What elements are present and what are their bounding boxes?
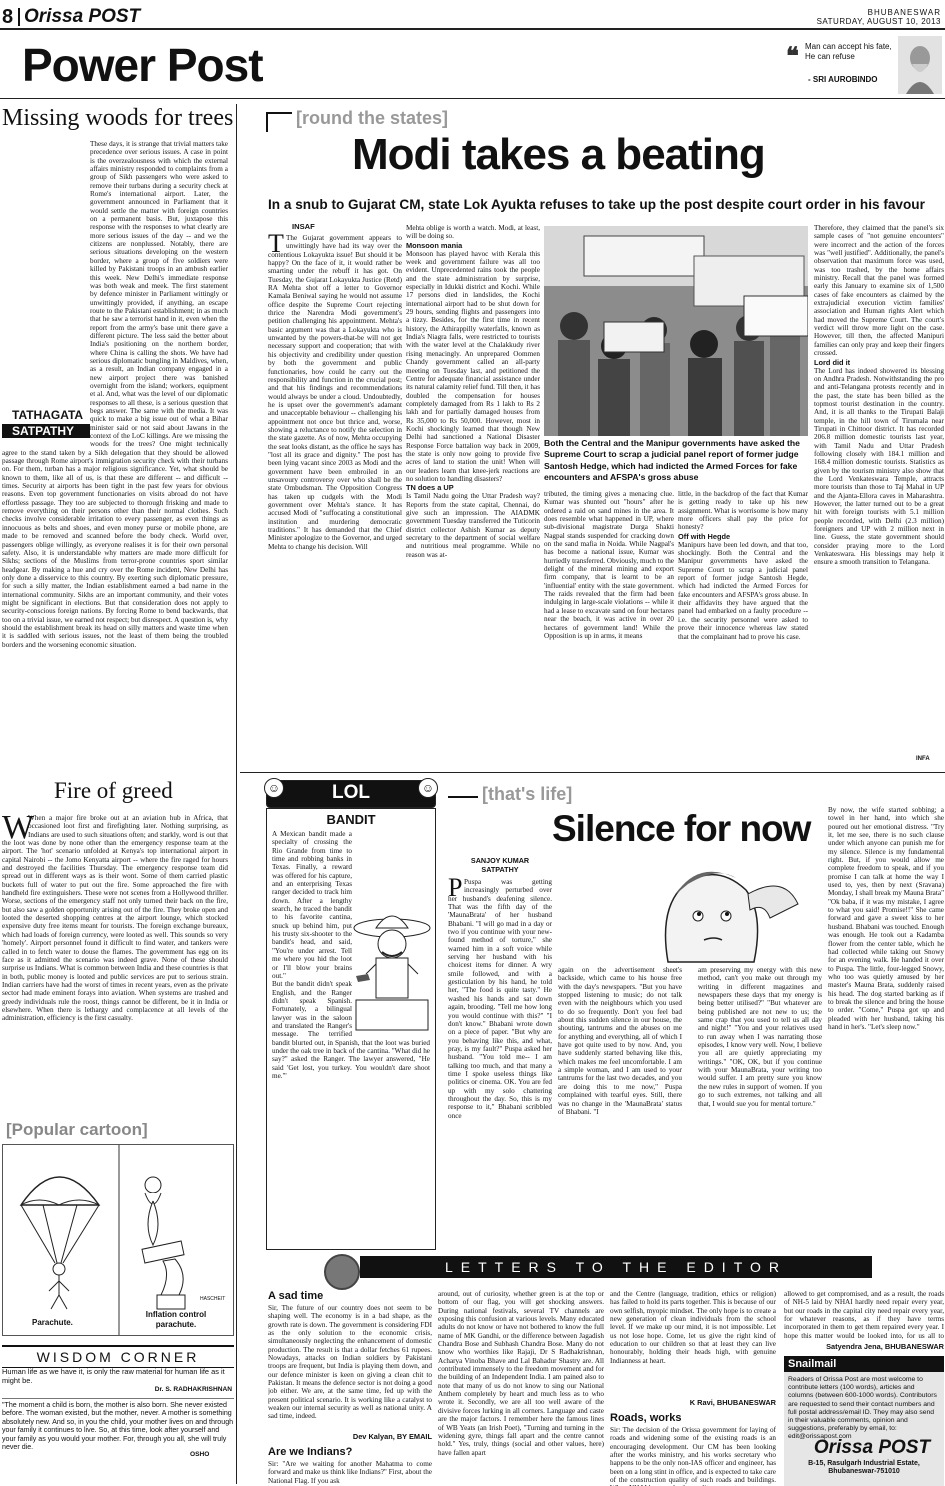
states-col5b-text: The Lord has indeed showered its blessing on Andhra Pradesh. Notwithstanding the pro and anti-Telangana protests recently and in the past, the state has been billed as the topmost tourist destination in the country. And, it is all thanks to the Tirupati Balaji temple, in the hill town of Tirumala near Tirupati in Chittoor district. It has recorded 206.8 million domestic tourists last year, with Tamil Nadu and Uttar Pradesh following closely with 184.1 million and 168.4 million domestic tourists. Statistics as given by the tourism ministry also show that the Lord Venkateswara Temple, attracts more tourists than those to Taj Mahal in UP and the Ajanta-Ellora caves in Maharashtra. However, the latter turned out to be a great hit with foreign tourists with 5.1 million people recorded, with Delhi (2.3 million) foreigners and UP with 2 million next in line. Guess, the state government should consider praying more to the Lord Venkateswara. His blessings may help it ensure a smooth transition to Telangana. bbox=[814, 366, 944, 567]
letter2-cont bbox=[438, 1290, 604, 1486]
states-col1 bbox=[268, 234, 402, 766]
photo-caption: Both the Central and the Manipur governments have asked the Supreme Court to scrap a judicial panel report of former judge Santosh Hedge, which had indicted the Armed Forces for fake encounters and AFSPA's gross abuse bbox=[544, 438, 800, 483]
thinking-man-illustration bbox=[558, 854, 822, 964]
cartoon-header-label: Popular cartoon bbox=[11, 1120, 143, 1139]
masthead-quote: Man can accept his fate, He can refuse bbox=[805, 42, 892, 61]
cartoon-panel bbox=[2, 1144, 234, 1336]
laughing-face-icon: ☺ bbox=[418, 778, 438, 798]
kicker-line bbox=[266, 112, 292, 114]
editorial1-title: Missing woods for trees bbox=[2, 105, 234, 131]
letter2-body bbox=[268, 1460, 432, 1486]
letter2-text: Sir: "Are we waiting for another Mahatma to come forward and make us think like Indians?" First, about the National Flag. If you ask bbox=[268, 1460, 432, 1485]
letter2-cont-text: around, out of curiosity, whether green is at the top or bottom of our flag, you will get shocking answers. During national festivals, several TV channels are exposing this confusion at various levels. Many educated adults do not know or have not bothered to know the full name of MK Gandhi, or the difference between Jagadish Chandra Bose and Subhash Chandra Bose. Many do not know who worthies like Rajaji, Dr S Radhakrishnan, Acharya Vinoba Bhave and Lal Bahadur Shastry are. All contributed immensely to the freedom movement and for the building of an Independent India. I am pained also to note that many of us do not know to sing our National Anthem completely by heart and much less as to who wrote it. Secondly, we are all too well aware of the divisive forces lurking in all corners. Language and caste are the major factors. I remember here the famous lines of WB Yeats (an Irish Poet), "Turning and turning in the widening gyre, things fall apart and the centre cannot hold." Yes, truly, things (social and other values, here) have fallen apart bbox=[438, 1290, 604, 1457]
states-sub-tn: TN does a UP bbox=[406, 483, 454, 493]
states-col1-text: The Gujarat government appears to unwittingly have had its way over the contentious Lokayukta issue! But should it be happy? On the face of it, it would rather be smarting under the rebuff it has got. On Tuesday, the Gujarat Lokayukta Justice (Retd) RA Mehta shot off a letter to Governor Kamala Beniwal saying he would not assume office despite the Supreme Court rejecting thrice the Narendra Modi government's petition challenging his appointment. Mehta's basic argument was that a Lokayukta who is unwanted by the powers-that-be will not get necessary support and cooperation; that with his objectivity and credibility under question by both the government and public functionaries, how could he carry out the responsibility and function in the crucial post; and that his findings and recommendations would always be under a cloud. Undoubtedly, he is upset over the government's adamant and unacceptable behaviour -- challenging his appointment not once but thrice and, worse, showing a reluctance to notify the selection in the state gazette. As of now, Mehta occupying the seat looks distant, as the office he says has "lost all its grace and dignity." The post has been lying vacant since 2003 as Modi and the government have been embroiled in an unsavoury controversy over who shall be the state Ombudsman. The Opposition Congress has taken up cudgels with the Modi government over Mehta's stance. It has accused Modi of "suffocating a constitutional institution and murdering democratic traditions." It has demanded that the Chief Minister apologize to the Governor, and urged Mehta to change his decision. Will bbox=[268, 234, 402, 551]
life-col1-text: Puspa was getting increasingly perturbed over her husband's deafening silence. That was the fifth day of the 'MaunaBrata' of her husband Bhabani. "I will go mad in a day or two if you continue with your new-found method of torture," she warned him in a soft voice while serving her husband with his choicest items for dinner. A wry smile followed, and with a gesticulation by his hand, he told her, "The food is quite tasty." He washed his hands and sat down again, brooding. "Tell me how long you would continue with this?" "I don't know." Bhabani wrote down on a piece of paper. "But why are you behaving like this, and what, pray, is my fault?" Puspa asked her husband. "You told me-- I am talking too much, and that many a time I spoke useless things like politics or cinema. OK. You are fed up with my solo chattering throughout the day. So, this is my response to it," Bhabani scribbled once bbox=[448, 878, 552, 1120]
states-col5 bbox=[814, 224, 944, 754]
byline-last: SATPATHY bbox=[2, 424, 90, 438]
life-col4 bbox=[828, 806, 944, 1250]
states-col4b-text: Manipurs have been led down, and that too, shockingly. Both the Central and the Manipur governments have asked the Supreme Court to scrap a judicial panel report of former judge Santosh Hegde, which had indicted the Armed Forces for fake encounters and AFSPA's gross abuse. In their affidavits they have argued that the panel had embarked on a faulty procedure -- i.e. the security personnel were asked to prove their innocence whereas law stated that the complainant had to prove his case. bbox=[678, 540, 808, 641]
editorial2-text: When a major fire broke out at an aviation hub in Africa, that occasioned loot first and firefighting later. Nothing surprising, as Indians are used to such situations often; and starkly, word is out that the loot was done by none other than the emergency response team at the airport. The 'hot' scenario unfolded at Kenya's top international airport in capital Nairobi -- the Jomo Kenyatta airport -- where the fire raged for hours and destroyed the facilities Thursday. The emergency response team did spread out in different ways as is their wont. Some of them carried plastic buckets full of water to put out the fire. Some approached the fire with handheld fire extinguishers. These were not scenes from a Hollywood thriller. Worse, sections of the emergency staff not only turned their back on the fire, but also saw a golden opportunity arising out of the fire. They broke open and looted the deserted shopping centres at the airport lounge, which stocked expensive duty free items meant for tourists. The foreign exchange bureaux, which had loads of foreign currency, were looted as well. This sounds so very 'homely'. Airport personnel found it difficult to find water, and tankers were called in to fetch water to douse the flames. The government has egg on its face as it admitted the scenario was indeed grave. None of these should surprise us Indians. What is common between India and these countries is that in both, public money is looted and public services are put to serious strain. Indian carriers have had the worst of times in recent years, even as the private sector had made eminent forays into aviation. When systems are trashed and greedy individuals rule the roost, things cannot be different, be it in India or elsewhere. When there is lethargy and complacence at all levels of the administration, efficiency is the first casualty. bbox=[2, 814, 228, 1023]
life-col4-text: By now, the wife started sobbing; a towel in her hand, into which she poured out her emotional distress. "Try it, let me see, there is no such clause under which anyone can punish me for my silence. Silence is my fundamental right. But, if you would allow me complete freedom to speak, and if you promise I can talk at home the way I used to, yes, then by next (Sravana) Monday, I shall break my Mauna Brata" "Ok baba, if it was my mistake, I agree to what you said! Promise!!" She came forward and gave a sweet kiss to her husband. Bhabani was touched. Enough was enough. He took out a Kadamba flower from the center table, which he had collected while taking out Snowy for an evening walk. He handed it over to Puspa. The little, four-legged Snowy, who too was quietly amused by her master's Mauna Brata, suddenly raised his head. The dog started barking as if to break the silence and bring the house to order. "Come," Puspa got up and pleaded with her husband, taking his hand in her's. "Let's sleep now." bbox=[828, 806, 944, 1031]
date: SATURDAY, AUGUST 10, 2013 bbox=[816, 17, 941, 26]
life-kicker: [that's life] bbox=[482, 784, 573, 804]
states-col4a-text: little, in the backdrop of the fact that Kumar is getting ready to take up his new assignment. What is worrisome is how many more officers shall pay the price for honesty? bbox=[678, 490, 808, 532]
letter3-title: Roads, works bbox=[610, 1412, 682, 1424]
lol-text-1: A Mexican bandit made a specialty of crossing the Rio Grande from time to time and robbing banks in Texas. Finally, a reward was offered for his capture, and an enterprising Texas ranger decided to track him down. After a lengthy search, he traced the bandit to his favorite cantina, snuck up behind him, put his trusty six-shooter to the bandit's head, and said, "You're under arrest. Tell me where you hid the loot or I'll blow your brains out." bbox=[272, 830, 352, 980]
masthead-bottom-rule bbox=[0, 98, 945, 99]
letter2-sign: K Ravi, BHUBANESWAR bbox=[689, 1398, 776, 1407]
protest-photo bbox=[544, 226, 808, 436]
cartoon-signature: HASCHEIT bbox=[200, 1296, 226, 1302]
kicker-bracket-left bbox=[266, 112, 268, 132]
life-col3-text: am preserving my energy with this new method, can't you make out through my writing in different magazines and newspapers these days that my energy is being better utilised?" "But whatever are being published are not new to us; the same crap that you used to tell us all day and night!" "You and your relatives used to run away when I was narrating those episodes, I know very well. Now, I believe you all are quietly appreciating my writings." "OK, OK, but if you continue with your MaunaBrata, your writing too would suffer. I am pretty sure you know the new rules in support of women. If you go to such extremes, not talking and all that, I would sue you for mental torture." bbox=[698, 966, 822, 1108]
editorial2-title: Fire of greed bbox=[54, 778, 173, 803]
section-title: Orissa POST bbox=[24, 6, 141, 27]
states-deck: In a snub to Gujarat CM, state Lok Ayukta refuses to take up the post despite court order in his favour bbox=[268, 197, 925, 212]
lol-body bbox=[272, 830, 430, 1246]
editorial1-body bbox=[2, 140, 228, 765]
snailmail-text: Readers of Orissa Post are most welcome to contribute letters (100 words), articles and columns (between 600-1000 words). Contributors are requested to send their contact numbers and full postal address/email ID. They may also send in their valuable comments, opinion and suggestions, preferably by email, to: edit@orissapost.com bbox=[788, 1376, 937, 1441]
states-col2c-text: Is Tamil Nadu going the Uttar Pradesh way? Reports from the state capital, Chennai, do give such an impression. The AIADMK government Tuesday transferred the Tuticorin district collector Ashish Kumar as deputy secretary to the department of social welfare and nutritious meal programme. While no reason was at- bbox=[406, 492, 540, 559]
left-column-rule bbox=[236, 104, 237, 1484]
wisdom-divider bbox=[2, 1398, 234, 1399]
bandit-illustration bbox=[352, 904, 432, 1034]
lol-header: LOL bbox=[332, 782, 370, 803]
wisdom-author-1: Dr. S. RADHAKRISHNAN bbox=[154, 1386, 232, 1393]
wisdom-quote-1: Human life as we have it, is only the raw material for human life as it might be. bbox=[2, 1367, 225, 1385]
lol-text-2: But the bandit didn't speak English, and the Ranger didn't speak Spanish. Fortunately, a bilingual lawyer was in the saloon and translated the Ranger's message. The terrified bandit blurted out, in Spanish, that the loot was buried under the oak tree in back of the cantina. "What did he say?" asked the Ranger. The lawyer answered, "He said 'Get lost, you turkey. You wouldn't dare shoot me.'" bbox=[272, 980, 430, 1080]
snailmail-header: Snailmail bbox=[784, 1356, 944, 1372]
wisdom-header: WISDOM CORNER bbox=[2, 1345, 234, 1368]
life-drop-cap: P bbox=[448, 878, 463, 902]
mid-rule bbox=[240, 772, 945, 773]
states-col4 bbox=[678, 490, 808, 766]
snailmail-address-1: B-15, Rasulgarh Industrial Estate, bbox=[808, 1460, 920, 1467]
lol-title: BANDIT bbox=[326, 812, 376, 827]
masthead-divider bbox=[18, 8, 20, 26]
states-kicker: [round the states] bbox=[296, 108, 449, 128]
states-col2b-text: Monsoon has played havoc with Kerala this week and government failure was all too evident. Unprecedented rains took the people and the state administration by surprise, especially in Idukki district and Kochi. While 17 persons died in landslides, the Kochi international airport had to be shut down for 29 hours, sending flights and passengers into a tizzy. Besides, for the first time in recent history, the Athirappilly waterfalls, known as India's Niagra falls, were restricted to tourists with the water level at the Chalakkudy river rising menacingly. An unprepared Oommen Chandy government called an all-party meeting on Tuesday last, and petitioned the Centre for adequate financial assistance under its natural calamity relief fund. Till then, it has doubled the compensation for houses completely damaged from Rs 1 lakh to Rs 2 lakh and for partially damaged houses from Rs 35,000 to Rs 50,000. However, most in Kochi shockingly learned that though New Delhi had sanctioned a National Disaster Response Force battalion way back in 2009, the state is only now going to provide five acres of land to station the unit! When will our leaders learn that knee-jerk reactions are no solution to handling disasters? bbox=[406, 249, 540, 483]
page-number: 8 bbox=[2, 6, 14, 28]
states-col3 bbox=[544, 490, 674, 766]
editorial2-body bbox=[2, 814, 228, 1114]
letter3-cont-text: allowed to get compromised, and as a result, the roads of NH-5 laid by NHAI hardly need repair every year, but our roads in the capital city need repair every year, for whatever reasons, as if they have terms incorporated in them to get them repaired every year. I hope this matter would be looked into, for us all to bbox=[784, 1290, 944, 1340]
aurobindo-portrait bbox=[898, 36, 942, 94]
city: BHUBANESWAR bbox=[867, 8, 941, 17]
states-drop-cap: T bbox=[268, 234, 284, 258]
states-credit: INFA bbox=[916, 756, 930, 762]
states-byline: INSAF bbox=[292, 222, 315, 231]
quote-mark-icon: ❝ bbox=[786, 43, 799, 70]
cartoon-caption-1: Parachute. bbox=[32, 1318, 73, 1327]
cartoon-header: [Popular cartoon] bbox=[6, 1120, 148, 1139]
life-col1 bbox=[448, 878, 552, 1250]
life-byline bbox=[448, 856, 552, 874]
laughing-face-icon: ☺ bbox=[264, 778, 284, 798]
states-col2 bbox=[406, 224, 540, 766]
quote-author: - SRI AUROBINDO bbox=[808, 75, 878, 84]
states-col3-text: tributed, the timing gives a menacing clue. Kumar was shunted out "hours" after he ordered a raid on sand mines in the area. It does resemble what happened in UP, where sub-divisional magistrate Durga Shakti Nagpal stands suspended for cracking down on the sand mafia in Noida. While Nagpal's has become a national issue, Kumar was hurriedly transferred. Obviously, much to the delight of the mineral mining and export firm company, that is learnt to be an 'influential' entity with the state government. The raids revealed that the firm had been indulging in large-scale violations -- while it had a lease to excavate sand on four hectares near the beach, it was active in over 20 hectares of government land! While the Opposition is up in arms, it means bbox=[544, 490, 674, 640]
letter1-sign: Dev Kalyan, BY EMAIL bbox=[352, 1432, 432, 1441]
letter2-title: Are we Indians? bbox=[268, 1446, 353, 1458]
globe-icon bbox=[324, 1254, 360, 1290]
snailmail-logo: Orissa POST bbox=[813, 1437, 931, 1458]
life-col2-text: again on the advertisement sheet's backside, which came to his house free with the day's newspapers. "But you have stopped listening to music; do not talk even with the neighbours which you used to do so frequently. Don't you feel bad about this sudden silence in our house, the shouting, tantrums and the abuses on me for anything and everything, all of which I have got quite used to by now. And, you have suddenly started behaving like this, which makes me feel uncomfortable. I am a simple woman, and I am used to your tantrums for the last two decades, and you are doing this to me now," Puspa complained with tearful eyes. Still, there was no change in the 'MaunaBrata' status of Bhabani. "I bbox=[558, 966, 682, 1116]
states-headline: Modi takes a beating bbox=[352, 130, 765, 179]
letter1-text: Sir, The future of our country does not seem to be shaping well. The economy is in a bad shape, as the growth rate is down. The government is considering FDI as the only solution to the economic crisis, simultaneously neglecting the enhancement of domestic production. The result is that a dollar fetches 61 rupees. Nowadays, attacks on Indian soldiers by Pakistani troops are frequent, but India is playing them down, and our defence minister is keen on giving a clean chit to Pakistan. It means the defence sector is not doing a good job either. We are, at the same time, fed up with the present political scenario. It is working like a catalyst to weaken our internal security as well as national unity. A sad time, indeed. bbox=[268, 1304, 432, 1421]
life-kicker-line bbox=[448, 796, 478, 798]
snailmail-address bbox=[784, 1460, 944, 1477]
letter3-text: Sir: The decision of the Orissa government for laying of roads and widening some of the existing roads is an encouraging development. Our CM has been looking after the works ministry, and his works secretary who happens to be the only non-IAS officer and engineer, has been on a long stint in office, and is expected to take care of the construction quality of such roads and buildings. bbox=[610, 1426, 776, 1485]
cartoon-caption-2: Inflation control parachute. bbox=[145, 1310, 207, 1329]
cartoon-drawing bbox=[3, 1145, 234, 1335]
top-rule bbox=[0, 28, 945, 30]
life-byline-last: SATPATHY bbox=[481, 865, 519, 874]
letter3-sign: Satyendra Jena, BHUBANESWAR bbox=[826, 1342, 944, 1351]
life-col3 bbox=[698, 966, 822, 1250]
letter2-cont2-text: and the Centre (language, tradition, ethics or religion) has failed to hold its parts together. This is because of our own selfish, myopic mindset. The only hope is to create a new generation of clean individuals from the school level. If we make up our mind, it is not impossible. Let us not lose hope. Come, let us give the right kind of education to our children so that at least they can live honourably, holding their heads high, with genuine Indianness at heart. bbox=[610, 1290, 776, 1365]
states-sub-hegde: Off with Hegde bbox=[678, 531, 731, 541]
snailmail-address-2: Bhubaneswar-751010 bbox=[828, 1468, 900, 1476]
byline-box bbox=[2, 408, 90, 446]
editorial1-text: These days, it is strange that trivial matters take precedence over serious issues. A case in point is the overzealousness with which the external affairs ministry responded to complaints from a group of Sikh passengers who were asked to remove their turbans during a security check at Rome's international airport. Later, the government announced in Parliament that it would settle the matter with foreign countries on a permanent basis. But, juxtapose this response with the responses to what clearly are more serious issues of the day -- and we the citizens are nonplussed. Notably, there are serious situations developing on the western border, where a group of five soldiers were killed by Pakistani troops in an ambush earlier this week. New Delhi's immediate response was both weak and meek. The first statement by defence minister in Parliament wittingly or unwittingly provided, if anything, an escape route to the Pakistani establishment; in as much that he saw a terrorist hand in it, even when the report from the army's base unit there gave a different picture. The less said the better about India's positioning on the northern border, where China is calling the shots. We have had serious diplomatic bungling in Maldives, when, as a result, an Indian company engaged in a new airport project there was banished overnight from the island; workers, equipment et al. And, what was the level of our diplomatic responses to all these, is a serious question that begs answer. The same with the media. It was quick to make a big issue out of what a Bihar minister said or not said about Jawans in the context of the LoC killings. Are we missing the woods for the trees? One might technically agree to the stand taken by a Sikh delegation that they should be allowed passage through Rome airport's immigration security check with their turbans on. For them, turban has a major religious significance. Yet, what should be known to them, like all of us, is that these are different -- and difficult -- times. Security at airports has been tight in the past few years for obvious reasons. Even top government functionaries on visits abroad do not have effortless passage. They too are subjected to thorough frisking and made to remove everything on their persons other than their normal clothes. Such checks involve considerable irritation to every passenger, as even things as innocuous as belts and shoes, and even money purse or mobile phone, are made to be removed and scanned before the body check. World over, passengers oblige willingly, as everyone realises it is for their own personal safety. Also, it is understandable why matters are made more difficult for Sikhs; sections of the Muslims from terror-prone countries sport similar headgear. By making a hue and cry over the Rome incident, New Delhi has only done a disservice to this country. By exerting such diplomatic pressure, for such a silly matter, the Indian establishment earned a bad name in the international community. Sikhs are an important community, and their votes might be significant in elections. But that consideration does not apply to security-conscious foreign nations. By forcing Rome to bend backwards, that too on a trivial issue, we earned not respect; but disrespect. A question is, why should the establishment break its head on silly matters and waste time when it is saddled with serious issues, not the least of them being the troubled borders and the worsening economic situation. bbox=[2, 140, 228, 649]
wisdom-quote-2: "The moment a child is born, the mother is also born. She never existed before. The woman existed, but the mother, never. A mother is something absolutely new. And so, in you the child, your mother lives on and through your family it continues to live. So, at this time, look after yourself and your family as you would your mother. For, through you all, she will truly never die. bbox=[2, 1401, 234, 1452]
life-col2 bbox=[558, 966, 682, 1250]
letters-header: LETTERS TO THE EDITOR bbox=[444, 1259, 787, 1275]
wisdom-author-2: OSHO bbox=[190, 1451, 210, 1458]
states-col2a-text: Mehta oblige is worth a watch. Modi, at least, will be doing so. bbox=[406, 224, 540, 241]
letter3-cont bbox=[784, 1290, 944, 1340]
life-headline: Silence for now bbox=[552, 808, 811, 849]
drop-cap: W bbox=[2, 814, 35, 846]
states-col5a-text: Therefore, they claimed that the panel's six sample cases of "not genuine encounters" were incorrect and the action of the forces was "well justified". Additionally, the panel's observation that maximum force was used, was too trashed, by the home affairs ministry. Recall that the panel was formed early this January to examine six of 1,500 cases of fake encounters as claimed by the extrajudicial execution victim families' association and Human rights Alert which had moved the Supreme Court. The court's verdict will throw more light on the case. However, till then, the affected Manipuri families can only pray and keep their fingers crossed. bbox=[814, 224, 944, 358]
states-kicker-label: round the states bbox=[302, 108, 443, 128]
letter1-title: A sad time bbox=[268, 1290, 324, 1302]
letter2-cont2 bbox=[610, 1290, 776, 1396]
life-byline-first: SANJOY KUMAR bbox=[470, 856, 530, 865]
letter3-body bbox=[610, 1426, 776, 1486]
letter1-body bbox=[268, 1304, 432, 1430]
byline-first: TATHAGATA bbox=[12, 408, 84, 422]
states-sub-monsoon: Monsoon mania bbox=[406, 240, 463, 250]
page-title: Power Post bbox=[22, 39, 263, 91]
states-sub-lord: Lord did it bbox=[814, 357, 851, 367]
life-kicker-label: that's life bbox=[488, 784, 567, 804]
